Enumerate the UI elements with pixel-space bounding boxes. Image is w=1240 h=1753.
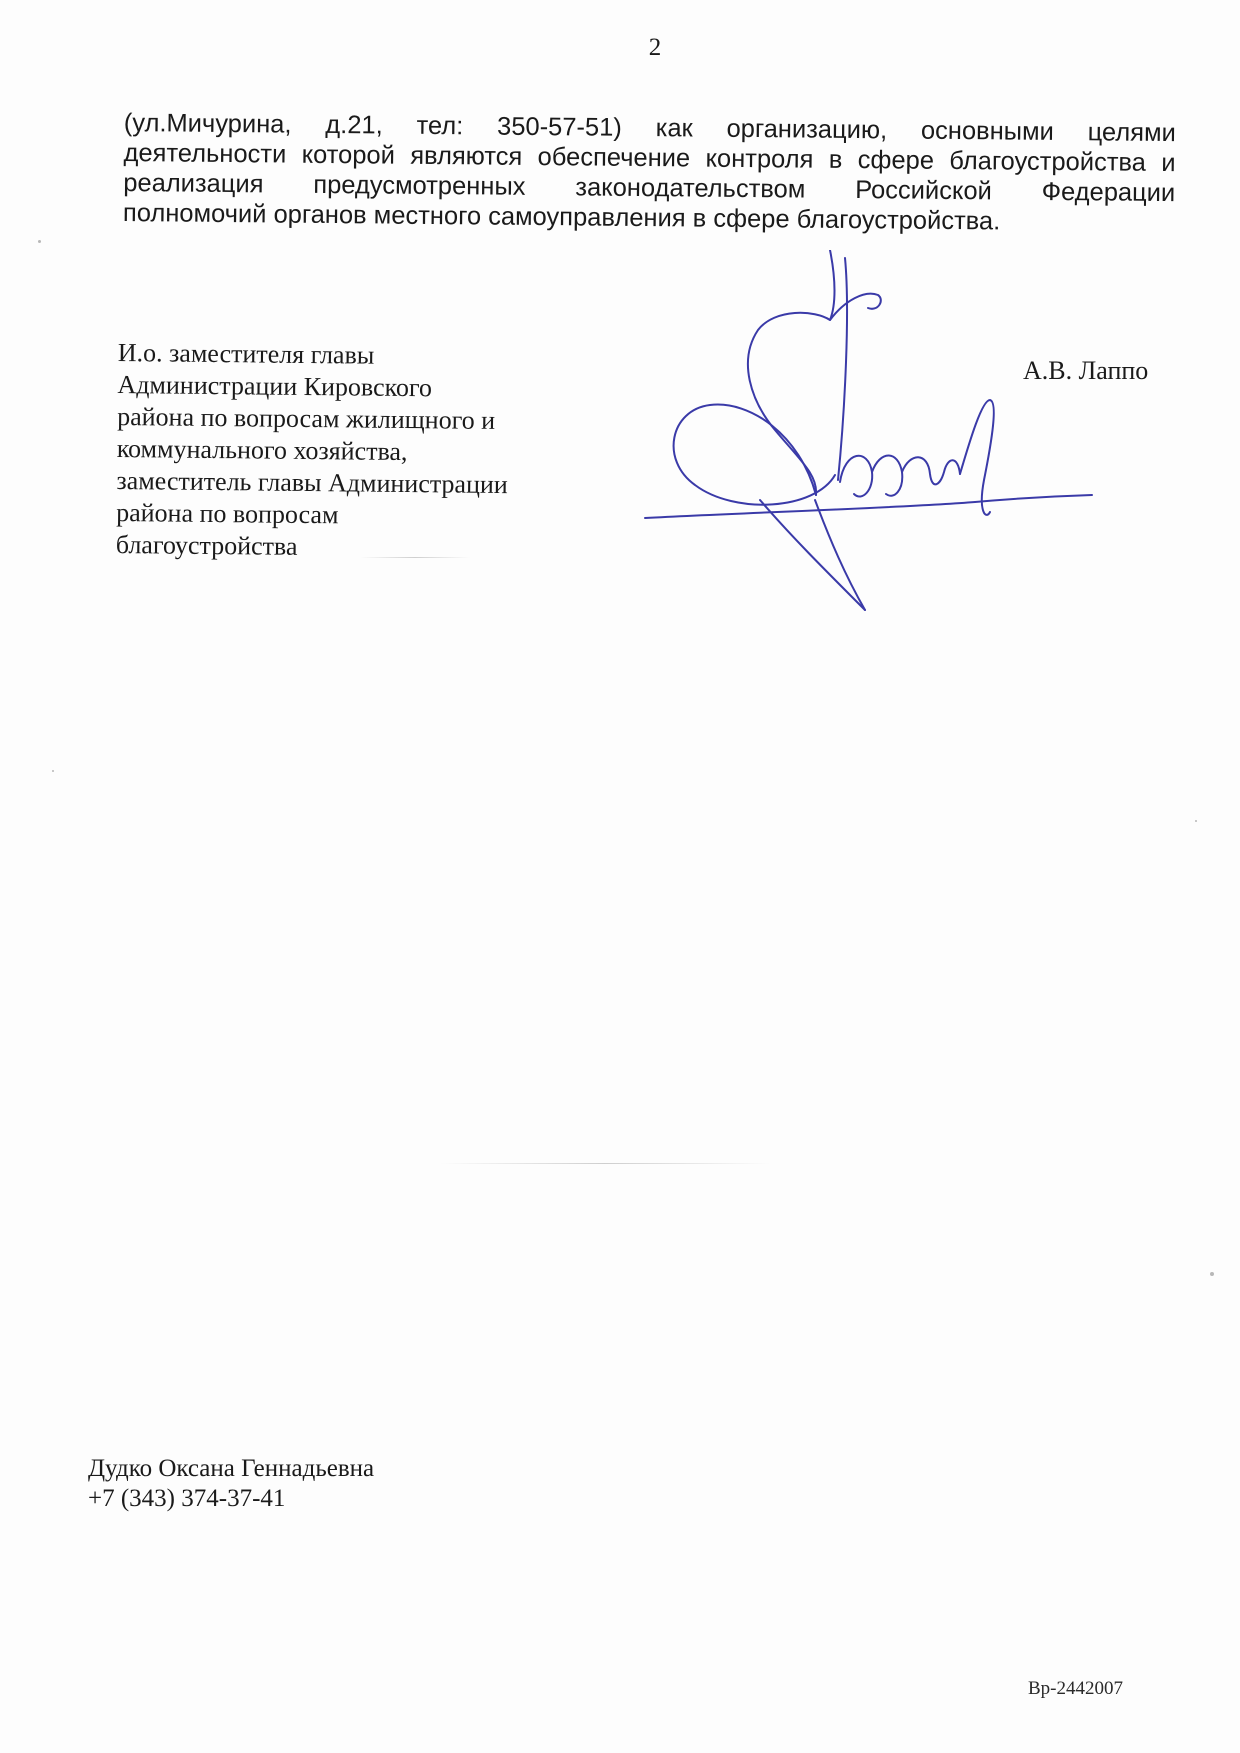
scan-artifact (1210, 1272, 1214, 1276)
signature-stroke (840, 456, 872, 497)
signature-stroke (872, 456, 902, 496)
signer-position-line: района по вопросам (116, 497, 339, 530)
scan-artifact (38, 240, 41, 243)
signature-stroke (674, 405, 835, 505)
scan-artifact (440, 1163, 770, 1164)
signature-stroke (960, 400, 994, 515)
signer-position (116, 337, 598, 566)
scan-artifact (52, 770, 54, 772)
page-number: 2 (648, 34, 662, 61)
signature-stroke (830, 294, 881, 320)
body-line: деятельности которой являются обеспечение контроля в сфере благоустройства и (123, 138, 1176, 178)
scan-artifact (360, 557, 470, 558)
signer-position-line: И.о. заместителя главы (117, 337, 375, 370)
signature-stroke (645, 495, 1092, 518)
body-line: (ул.Мичурина, д.21, тел: 350-57-51) как организацию, основными целями (123, 108, 1176, 148)
executor-block (88, 1454, 374, 1514)
signature-stroke (760, 500, 865, 610)
signer-position-line: коммунального хозяйства, (116, 433, 408, 467)
body-paragraph (123, 108, 1176, 238)
body-line: полномочий органов местного самоуправления в сфере благоустройства. (122, 198, 1001, 236)
signature-stroke (815, 500, 865, 610)
signer-position-line: заместитель главы Администрации (116, 465, 508, 500)
scan-artifact (1195, 820, 1197, 822)
signer-name: А.В. Лаппо (1023, 356, 1149, 385)
signature-stroke (748, 250, 835, 495)
body-line: реализация предусмотренных законодательством Российской Федерации (123, 168, 1176, 208)
signer-position-line: благоустройства (115, 529, 298, 561)
executor-phone: +7 (343) 374-37-41 (88, 1485, 286, 1512)
signature-strokes (645, 250, 1092, 610)
signature-stroke (902, 457, 960, 484)
signature-stroke (838, 258, 847, 480)
executor-name: Дудко Оксана Геннадьевна (88, 1455, 375, 1482)
handwritten-signature (640, 250, 1100, 620)
signer-position-line: района по вопросам жилищного и (117, 401, 496, 435)
document-code: Вр-2442007 (1028, 1678, 1123, 1699)
signer-position-line: Администрации Кировского (117, 369, 433, 403)
